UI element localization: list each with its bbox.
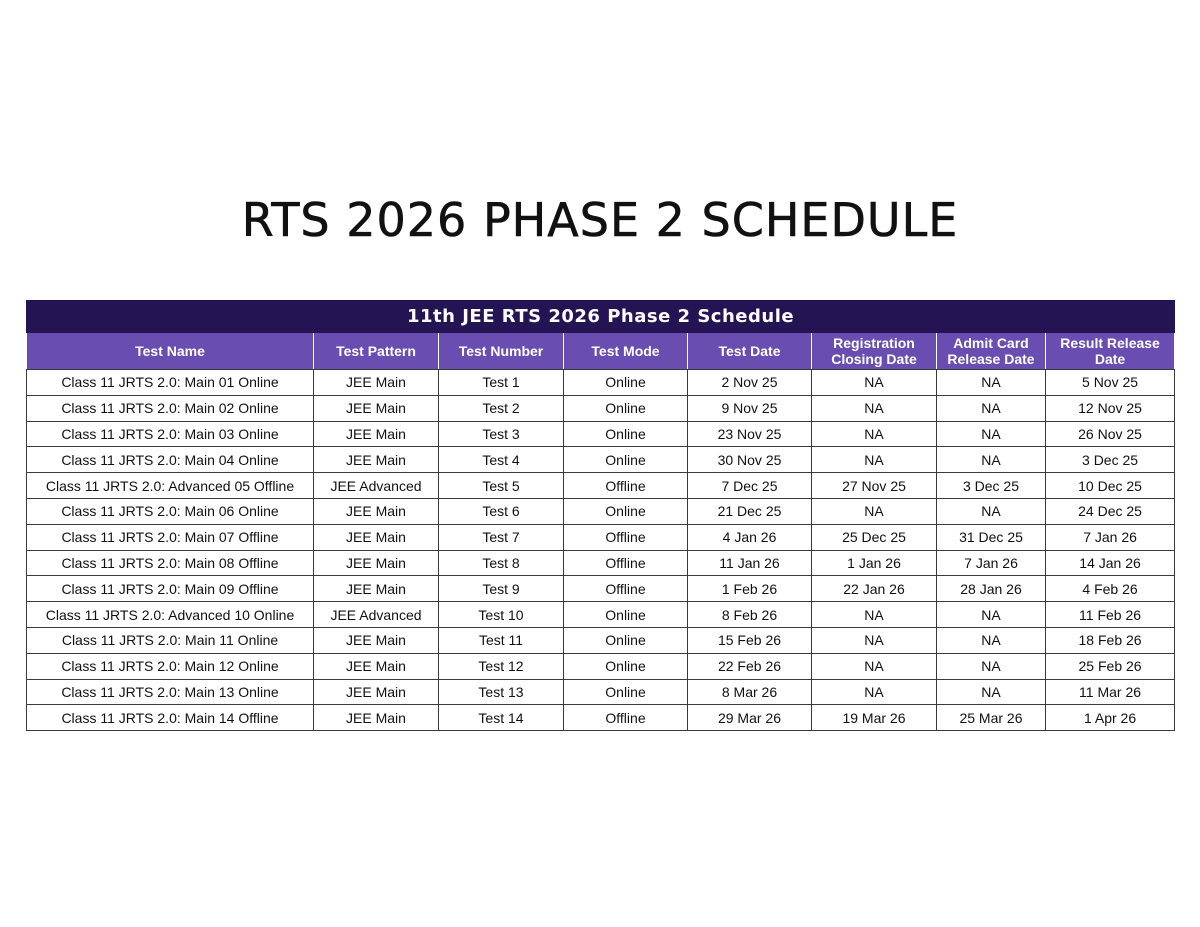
cell-test-name: Class 11 JRTS 2.0: Main 01 Online (27, 370, 314, 396)
cell-admit-card-release-date: NA (937, 421, 1046, 447)
cell-test-mode: Offline (564, 524, 688, 550)
cell-registration-closing-date: 19 Mar 26 (812, 705, 937, 731)
cell-result-release-date: 3 Dec 25 (1046, 447, 1175, 473)
cell-test-name: Class 11 JRTS 2.0: Main 03 Online (27, 421, 314, 447)
cell-test-number: Test 3 (439, 421, 564, 447)
cell-registration-closing-date: 25 Dec 25 (812, 524, 937, 550)
column-header-result-release-date: Result Release Date (1046, 333, 1175, 370)
cell-test-pattern: JEE Main (314, 421, 439, 447)
table-caption-row (27, 301, 1175, 333)
cell-test-name: Class 11 JRTS 2.0: Main 09 Offline (27, 576, 314, 602)
cell-test-number: Test 13 (439, 679, 564, 705)
table-row (27, 421, 1175, 447)
column-header-test-date: Test Date (688, 333, 812, 370)
cell-test-pattern: JEE Main (314, 524, 439, 550)
cell-result-release-date: 4 Feb 26 (1046, 576, 1175, 602)
cell-registration-closing-date: NA (812, 370, 937, 396)
cell-test-pattern: JEE Main (314, 550, 439, 576)
cell-test-mode: Online (564, 679, 688, 705)
cell-admit-card-release-date: NA (937, 498, 1046, 524)
table-row (27, 576, 1175, 602)
cell-result-release-date: 11 Feb 26 (1046, 602, 1175, 628)
column-header-admit-card-release-date: Admit Card Release Date (937, 333, 1046, 370)
cell-test-number: Test 1 (439, 370, 564, 396)
table-body (27, 370, 1175, 731)
cell-test-name: Class 11 JRTS 2.0: Main 07 Offline (27, 524, 314, 550)
cell-result-release-date: 10 Dec 25 (1046, 473, 1175, 499)
cell-test-mode: Offline (564, 473, 688, 499)
cell-test-date: 8 Feb 26 (688, 602, 812, 628)
cell-test-mode: Offline (564, 705, 688, 731)
table-row (27, 679, 1175, 705)
table-row (27, 395, 1175, 421)
cell-registration-closing-date: NA (812, 447, 937, 473)
cell-result-release-date: 26 Nov 25 (1046, 421, 1175, 447)
column-header-test-name: Test Name (27, 333, 314, 370)
cell-test-number: Test 14 (439, 705, 564, 731)
table-row (27, 705, 1175, 731)
cell-test-number: Test 4 (439, 447, 564, 473)
table-row (27, 447, 1175, 473)
cell-admit-card-release-date: NA (937, 679, 1046, 705)
cell-test-date: 2 Nov 25 (688, 370, 812, 396)
cell-registration-closing-date: NA (812, 395, 937, 421)
cell-admit-card-release-date: 7 Jan 26 (937, 550, 1046, 576)
table-row (27, 602, 1175, 628)
cell-admit-card-release-date: NA (937, 627, 1046, 653)
column-header-test-mode: Test Mode (564, 333, 688, 370)
table-row (27, 473, 1175, 499)
cell-admit-card-release-date: 25 Mar 26 (937, 705, 1046, 731)
cell-test-date: 9 Nov 25 (688, 395, 812, 421)
cell-test-date: 22 Feb 26 (688, 653, 812, 679)
cell-test-pattern: JEE Main (314, 395, 439, 421)
cell-test-number: Test 5 (439, 473, 564, 499)
cell-test-date: 21 Dec 25 (688, 498, 812, 524)
cell-test-number: Test 9 (439, 576, 564, 602)
cell-test-mode: Online (564, 602, 688, 628)
cell-test-number: Test 6 (439, 498, 564, 524)
column-header-test-number: Test Number (439, 333, 564, 370)
table-row (27, 498, 1175, 524)
cell-registration-closing-date: NA (812, 498, 937, 524)
cell-test-name: Class 11 JRTS 2.0: Main 06 Online (27, 498, 314, 524)
cell-test-mode: Offline (564, 576, 688, 602)
cell-admit-card-release-date: NA (937, 395, 1046, 421)
cell-test-pattern: JEE Main (314, 627, 439, 653)
cell-result-release-date: 18 Feb 26 (1046, 627, 1175, 653)
cell-test-number: Test 10 (439, 602, 564, 628)
cell-test-date: 15 Feb 26 (688, 627, 812, 653)
cell-test-date: 23 Nov 25 (688, 421, 812, 447)
cell-registration-closing-date: 27 Nov 25 (812, 473, 937, 499)
cell-test-number: Test 8 (439, 550, 564, 576)
cell-admit-card-release-date: NA (937, 370, 1046, 396)
cell-test-date: 30 Nov 25 (688, 447, 812, 473)
cell-admit-card-release-date: NA (937, 447, 1046, 473)
cell-registration-closing-date: NA (812, 602, 937, 628)
cell-test-name: Class 11 JRTS 2.0: Main 14 Offline (27, 705, 314, 731)
cell-registration-closing-date: NA (812, 679, 937, 705)
cell-test-pattern: JEE Main (314, 705, 439, 731)
cell-test-name: Class 11 JRTS 2.0: Main 08 Offline (27, 550, 314, 576)
cell-test-pattern: JEE Main (314, 653, 439, 679)
cell-registration-closing-date: NA (812, 653, 937, 679)
cell-admit-card-release-date: NA (937, 602, 1046, 628)
cell-test-name: Class 11 JRTS 2.0: Main 11 Online (27, 627, 314, 653)
cell-test-date: 7 Dec 25 (688, 473, 812, 499)
cell-test-pattern: JEE Main (314, 498, 439, 524)
cell-test-pattern: JEE Advanced (314, 602, 439, 628)
column-header-test-pattern: Test Pattern (314, 333, 439, 370)
cell-test-date: 4 Jan 26 (688, 524, 812, 550)
cell-test-mode: Online (564, 370, 688, 396)
cell-test-date: 11 Jan 26 (688, 550, 812, 576)
cell-test-pattern: JEE Advanced (314, 473, 439, 499)
cell-result-release-date: 5 Nov 25 (1046, 370, 1175, 396)
cell-test-mode: Offline (564, 550, 688, 576)
cell-test-name: Class 11 JRTS 2.0: Main 12 Online (27, 653, 314, 679)
cell-test-mode: Online (564, 447, 688, 473)
page-title: RTS 2026 PHASE 2 SCHEDULE (241, 193, 959, 247)
cell-test-date: 29 Mar 26 (688, 705, 812, 731)
cell-test-mode: Online (564, 395, 688, 421)
table-row (27, 524, 1175, 550)
cell-test-number: Test 12 (439, 653, 564, 679)
cell-test-mode: Online (564, 421, 688, 447)
column-header-registration-closing-date: Registration Closing Date (812, 333, 937, 370)
cell-test-name: Class 11 JRTS 2.0: Advanced 05 Offline (27, 473, 314, 499)
table-row (27, 653, 1175, 679)
cell-registration-closing-date: 22 Jan 26 (812, 576, 937, 602)
cell-result-release-date: 14 Jan 26 (1046, 550, 1175, 576)
cell-test-name: Class 11 JRTS 2.0: Main 13 Online (27, 679, 314, 705)
table-row (27, 370, 1175, 396)
table-row (27, 627, 1175, 653)
cell-admit-card-release-date: 3 Dec 25 (937, 473, 1046, 499)
cell-admit-card-release-date: 28 Jan 26 (937, 576, 1046, 602)
cell-test-date: 8 Mar 26 (688, 679, 812, 705)
cell-result-release-date: 1 Apr 26 (1046, 705, 1175, 731)
cell-test-name: Class 11 JRTS 2.0: Main 04 Online (27, 447, 314, 473)
cell-test-mode: Online (564, 498, 688, 524)
cell-test-name: Class 11 JRTS 2.0: Main 02 Online (27, 395, 314, 421)
table-row (27, 550, 1175, 576)
cell-result-release-date: 11 Mar 26 (1046, 679, 1175, 705)
table-caption: 11th JEE RTS 2026 Phase 2 Schedule (27, 301, 1175, 333)
cell-registration-closing-date: 1 Jan 26 (812, 550, 937, 576)
cell-result-release-date: 7 Jan 26 (1046, 524, 1175, 550)
cell-test-pattern: JEE Main (314, 370, 439, 396)
cell-admit-card-release-date: NA (937, 653, 1046, 679)
cell-result-release-date: 12 Nov 25 (1046, 395, 1175, 421)
cell-test-pattern: JEE Main (314, 447, 439, 473)
cell-test-pattern: JEE Main (314, 576, 439, 602)
cell-test-name: Class 11 JRTS 2.0: Advanced 10 Online (27, 602, 314, 628)
cell-test-date: 1 Feb 26 (688, 576, 812, 602)
cell-test-number: Test 2 (439, 395, 564, 421)
cell-admit-card-release-date: 31 Dec 25 (937, 524, 1046, 550)
cell-result-release-date: 25 Feb 26 (1046, 653, 1175, 679)
cell-test-number: Test 11 (439, 627, 564, 653)
schedule-table (26, 300, 1175, 731)
cell-result-release-date: 24 Dec 25 (1046, 498, 1175, 524)
cell-registration-closing-date: NA (812, 627, 937, 653)
table-header-row (27, 333, 1175, 370)
cell-test-number: Test 7 (439, 524, 564, 550)
cell-registration-closing-date: NA (812, 421, 937, 447)
cell-test-mode: Online (564, 653, 688, 679)
cell-test-pattern: JEE Main (314, 679, 439, 705)
cell-test-mode: Online (564, 627, 688, 653)
